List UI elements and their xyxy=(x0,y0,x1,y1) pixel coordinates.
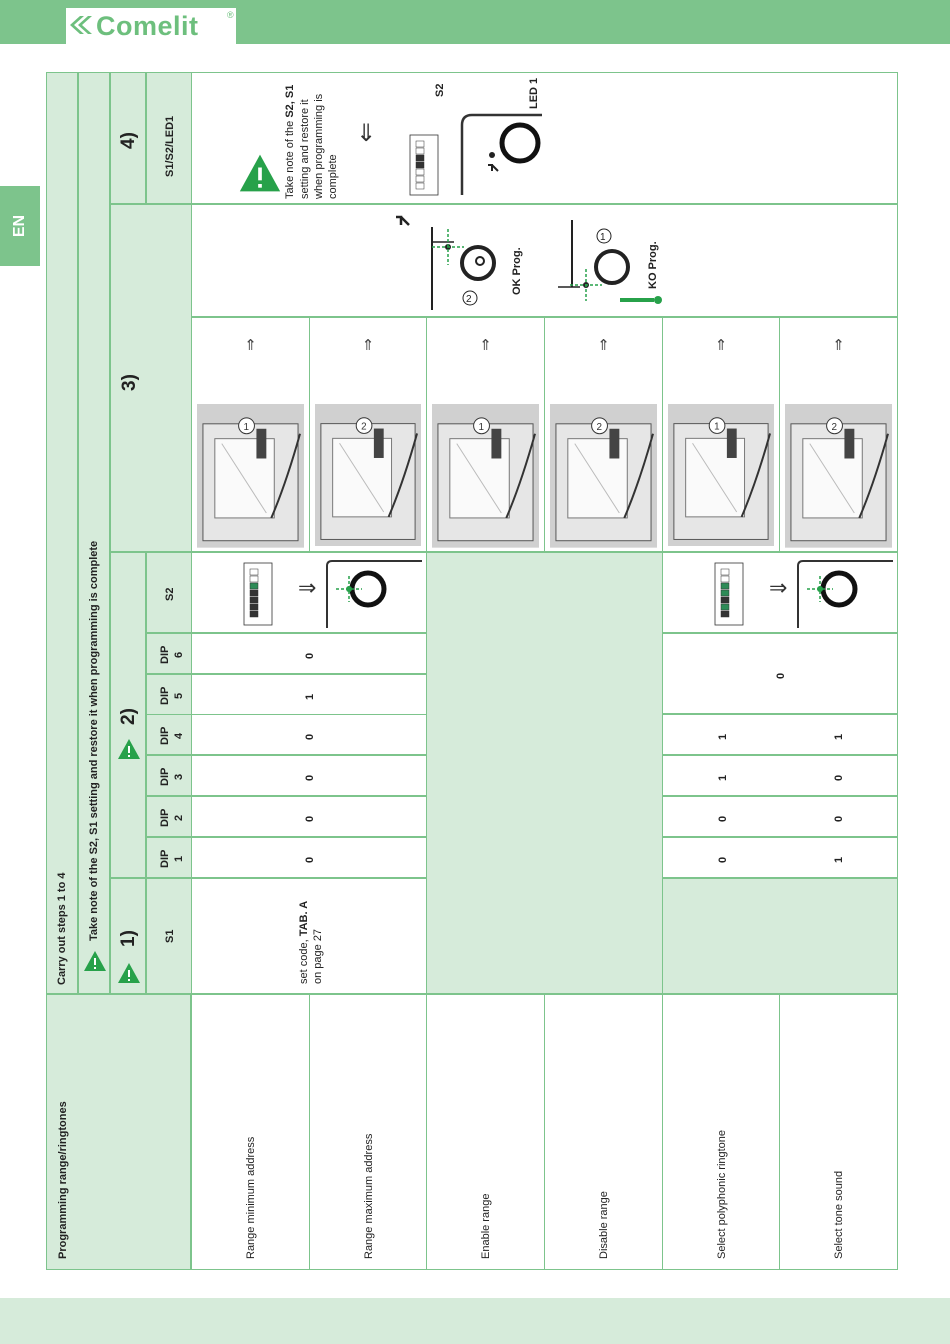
row-label-cell: Range maximum address xyxy=(309,994,427,1270)
step1-header: 1) xyxy=(110,878,146,994)
warning-icon xyxy=(117,737,141,761)
row-label-cell: Range minimum address xyxy=(191,994,310,1270)
language-tab: EN xyxy=(0,186,40,266)
step2-header: 2) xyxy=(110,552,146,878)
step3-photo-cell: ⇑ 1 xyxy=(191,317,310,552)
warning-icon xyxy=(238,151,282,195)
svg-text:1: 1 xyxy=(243,421,250,433)
s2-diagram-cell xyxy=(662,552,898,633)
dip-value-cell: 1 1 xyxy=(662,714,898,755)
title-cell xyxy=(46,994,191,1270)
footer-band xyxy=(0,1298,950,1344)
dip-value-cell: 0 xyxy=(191,755,427,796)
brand-name: Comelit xyxy=(96,11,199,41)
ko-prog-label: KO Prog. xyxy=(647,241,659,289)
row-label-cell: Disable range xyxy=(544,994,663,1270)
dip-value-cell: 0 0 xyxy=(662,796,898,837)
svg-text:1: 1 xyxy=(600,232,606,243)
dip-value-cell: 0 xyxy=(191,796,427,837)
dip-value-cell: 0 xyxy=(191,633,427,674)
s2-label: S2 xyxy=(434,83,446,97)
step4-cell: Take note of the S2, S1 setting and restore it when programming is complete ⇓ S2 LED 1 xyxy=(191,72,898,204)
warning-icon xyxy=(83,949,107,973)
svg-text:⇓: ⇓ xyxy=(356,119,377,147)
svg-text:2: 2 xyxy=(361,421,367,433)
warning-icon xyxy=(117,961,141,985)
dip-value-cell: 0 xyxy=(191,837,427,878)
empty-shaded-cell xyxy=(662,878,898,994)
note-text: Take note of the S2, S1 setting and restore it when programming is complete xyxy=(88,540,100,941)
panel-photo xyxy=(432,404,539,548)
row-label-cell: Select tone sound xyxy=(779,994,898,1270)
col-dip4: DIP 4 xyxy=(146,714,192,755)
led-label: LED 1 xyxy=(528,77,540,109)
step3-photo-cell: ⇑ 2 xyxy=(544,317,663,552)
svg-text:2: 2 xyxy=(466,294,472,305)
panel-photo xyxy=(668,404,774,546)
col-s2: S2 xyxy=(146,552,192,633)
note-cell xyxy=(78,72,110,994)
prog-result-diagram xyxy=(192,205,899,318)
brand-logo xyxy=(66,8,236,44)
row-label-cell: Select polyphonic ringtone xyxy=(662,994,780,1270)
carry-out-cell: Carry out steps 1 to 4 xyxy=(46,72,78,994)
step3-photo-cell: ⇑ 1 xyxy=(426,317,545,552)
svg-text:⇒: ⇒ xyxy=(769,576,788,601)
col-dip2: DIP 2 xyxy=(146,796,192,837)
s1-setting-cell: set code, TAB. A on page 27 xyxy=(191,878,427,994)
col-dip1: DIP 1 xyxy=(146,837,192,878)
svg-text:1: 1 xyxy=(478,421,485,433)
panel-photo xyxy=(315,404,421,546)
dip-value-cell: 1 0 xyxy=(662,755,898,796)
dip-value-cell: 0 1 xyxy=(662,837,898,878)
page-title: Programming range/ringtones xyxy=(57,1101,69,1259)
s2-diagram-cell xyxy=(191,552,427,633)
svg-text:2: 2 xyxy=(596,421,603,433)
comelit-mark-icon xyxy=(66,10,96,40)
step3-result-cell xyxy=(191,204,898,317)
step3-photo-cell: ⇑ 2 xyxy=(779,317,898,552)
dip-value-cell: 0 xyxy=(191,714,427,755)
col-dip5: DIP 5 xyxy=(146,674,192,715)
dip-switch-led-diagram xyxy=(663,553,899,634)
step3-photo-cell: ⇑ 1 xyxy=(662,317,780,552)
step3-header: 3) xyxy=(110,204,192,552)
dip-switch-led-diagram xyxy=(192,553,428,634)
svg-text:1: 1 xyxy=(714,421,720,433)
panel-photo xyxy=(197,404,304,548)
col-s4: S1/S2/LED1 xyxy=(146,72,192,204)
dip-value-cell: 0 xyxy=(662,633,898,714)
empty-shaded-cell xyxy=(426,552,663,994)
svg-text:⇒: ⇒ xyxy=(298,576,317,601)
step3-photo-cell: ⇑ 2 xyxy=(309,317,427,552)
panel-photo xyxy=(785,404,892,548)
brand-reg: ® xyxy=(227,10,234,20)
step4-header: 4) xyxy=(110,72,146,204)
dip-value-cell: 1 xyxy=(191,674,427,715)
ok-prog-label: OK Prog. xyxy=(511,247,523,295)
dip-switch-led-diagram xyxy=(352,73,552,205)
row-label-cell: Enable range xyxy=(426,994,545,1270)
panel-photo xyxy=(550,404,657,548)
col-dip6: DIP 6 xyxy=(146,633,192,674)
svg-text:2: 2 xyxy=(831,421,838,433)
col-dip3: DIP 3 xyxy=(146,755,192,796)
col-s1: S1 xyxy=(146,878,192,994)
